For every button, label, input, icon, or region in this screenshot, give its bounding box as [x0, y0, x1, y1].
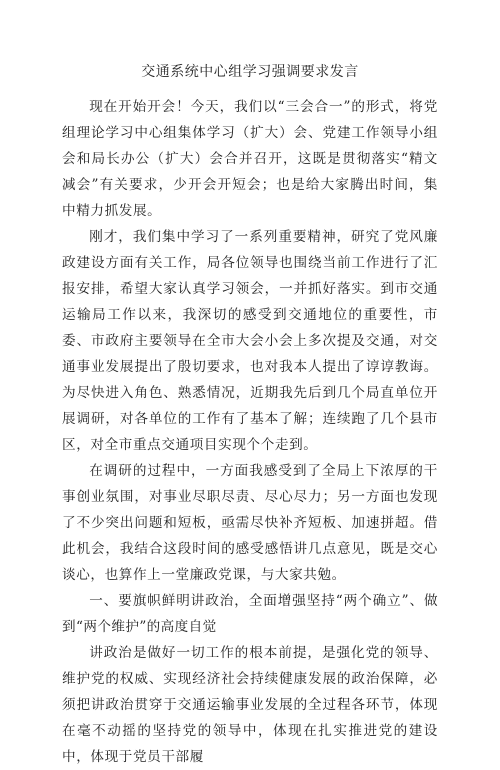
document-title: 交通系统中心组学习强调要求发言 [141, 64, 359, 80]
paragraph-research: 在调研的过程中，一方面我感受到了全局上下浓厚的干事创业氛围，对事业尽职尽责、尽心尽力；另一方面也发现了不少突出问题和短板，亟需尽快补齐短板、加速拼超。借此机会，我结合这段时间的感受感悟讲几点意见，既是交心谈心，也算作上一堂廉政党课，与大家共勉。 [62, 463, 438, 583]
paragraph-opening: 现在开始开会！今天，我们以“三会合一”的形式，将党组理论学习中心组集体学习（扩大）会、党建工作领导小组会和局长办公（扩大）会合并召开，这既是贯彻落实“精文减会”有关要求，少开会开短会；也是给大家腾出时间，集中精力抓发展。 [62, 99, 438, 219]
paragraph-politics: 讲政治是做好一切工作的根本前提，是强化党的领导、维护党的权威、实现经济社会持续健康发展的政治保障，必须把讲政治贯穿于交通运输事业发展的全过程各环节，体现在毫不动摇的坚持党的领导中，体现在扎实推进党的建设中，体现于党员干部履 [62, 645, 438, 765]
section-heading-1: 一、要旗帜鲜明讲政治，全面增强坚持“两个确立”、做到“两个维护”的高度自觉 [62, 593, 438, 635]
paragraph-study: 刚才，我们集中学习了一系列重要精神，研究了党风廉政建设方面有关工作，局各位领导也围绕当前工作进行了汇报安排，希望大家认真学习领会，一并抓好落实。到市交通运输局工作以来，我深切的感受到交通地位的重要性，市委、市政府主要领导在全市大会小会上多次提及交通，对交通事业发展提出了殷切要求，也对我本人提出了谆谆教诲。为尽快进入角色、熟悉情况，近期我先后到几个局直单位开展调研，对各单位的工作有了基本了解；连续跑了几个县市区，对全市重点交通项目实现个个走到。 [62, 229, 438, 453]
